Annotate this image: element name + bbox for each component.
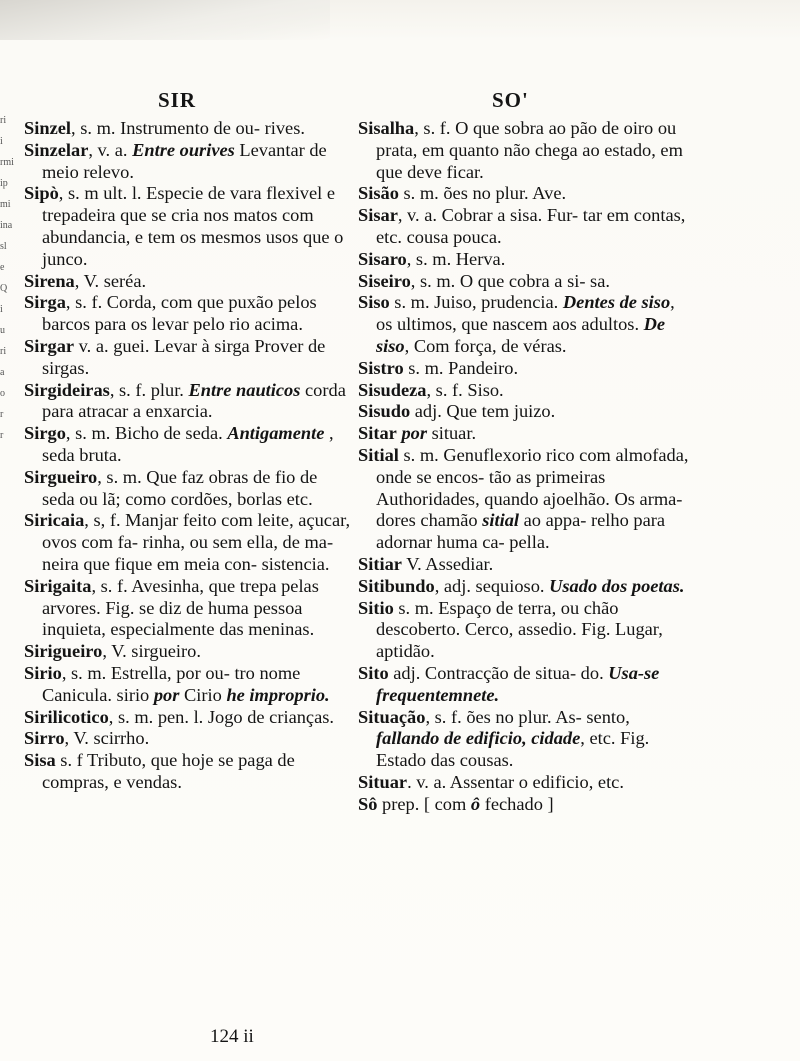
headword: Sisaro: [358, 248, 407, 269]
italic-gloss: Entre ourives: [132, 139, 235, 160]
definition-text: , s. f. ões no plur. As- sento,: [425, 706, 630, 727]
definition-text: adj. Contracção de situa- do.: [388, 662, 609, 683]
headword: Sitial: [358, 444, 399, 465]
dictionary-entry: [24, 183, 354, 270]
headword: Sitibundo: [358, 575, 435, 596]
headword: Sirigaita: [24, 575, 92, 596]
definition-text: , s. f. O que sobra ao pão de oiro ou prata, em quanto não chega ao estado, em que deve ficar.: [376, 118, 683, 182]
headword: Sirro: [24, 728, 65, 749]
definition-text: adj. Que tem juizo.: [410, 401, 556, 422]
italic-gloss: he improprio.: [226, 684, 330, 705]
definition-text: , s. m. Instrumento de ou- rives.: [71, 118, 305, 138]
dictionary-entry: [24, 467, 354, 511]
italic-gloss: ô: [470, 793, 481, 814]
dictionary-entry: [24, 663, 354, 707]
dictionary-entry: [24, 641, 354, 663]
headword: Sisudo: [358, 401, 411, 422]
italic-gloss: Antigamente: [227, 423, 325, 444]
running-head-right: SO': [492, 88, 529, 112]
definition-text: , V. scirrho.: [64, 728, 150, 749]
dictionary-entry: [24, 728, 354, 750]
definition-text: , s. m. O que cobra a si- sa.: [410, 270, 610, 291]
headword: Sisa: [24, 750, 56, 771]
dictionary-entry: [358, 118, 690, 183]
gutter-mark: u: [0, 325, 5, 336]
definition-text: situar.: [427, 423, 477, 444]
headword: Sisalha: [358, 118, 415, 138]
gutter-mark: i: [0, 136, 3, 147]
dictionary-entry: [24, 292, 354, 336]
adjacent-page-gutter: [0, 110, 14, 870]
definition-text: prep. [ com: [377, 793, 471, 814]
dictionary-entry: [358, 663, 690, 707]
gutter-mark: mi: [0, 199, 11, 210]
italic-gloss: sitial: [482, 510, 520, 531]
definition-text: V. Assediar.: [401, 553, 494, 574]
dictionary-entry: [24, 510, 354, 575]
headword: Sirgueiro: [24, 466, 98, 487]
gutter-mark: e: [0, 262, 5, 273]
gutter-mark: ip: [0, 178, 8, 189]
gutter-mark: ina: [0, 220, 13, 231]
headword: Sirigueiro: [24, 641, 103, 662]
definition-text: , s. f. Corda, com que puxão pelos barcos para os levar pelo rio acima.: [42, 292, 317, 335]
dictionary-entry: [358, 445, 690, 554]
definition-text: , seda bruta.: [42, 423, 334, 465]
headword: Sitio: [358, 597, 394, 618]
italic-gloss: Entre nauticos: [188, 379, 301, 400]
headword: Sipò: [24, 183, 59, 204]
dictionary-entry: [358, 205, 690, 249]
headword: Sisudeza: [358, 379, 427, 400]
headword: Sirgar: [24, 335, 75, 356]
definition-text: Cirio: [179, 684, 227, 705]
headword: Sirio: [24, 662, 62, 683]
dictionary-entry: [358, 794, 690, 816]
definition-text: , s. f. Siso.: [426, 379, 504, 400]
definition-text: , V. sirgueiro.: [102, 641, 201, 662]
dictionary-entry: [24, 380, 354, 424]
dictionary-entry: [358, 271, 690, 293]
gutter-mark: rmi: [0, 157, 14, 168]
running-head-left: SIR: [158, 88, 197, 112]
dictionary-entry: [24, 271, 354, 293]
definition-text: s. m. Espaço de terra, ou chão descoberto. Cerco, assedio. Fig. Lugar, aptidão.: [376, 597, 663, 662]
definition-text: Levantar de meio relevo.: [42, 139, 327, 182]
definition-text: , s. m. pen. l. Jogo de crianças.: [108, 706, 335, 727]
gutter-mark: sl: [0, 241, 7, 252]
headword: Siso: [358, 292, 390, 313]
definition-text: s. m. Genuflexorio rico com almofada, onde se encos- tão as primeiras Authoridades, quando ajoelhão. Os arma- dores chamão: [376, 444, 689, 531]
dictionary-entry: [358, 707, 690, 772]
definition-text: . v. a. Assentar o edificio, etc.: [407, 771, 624, 792]
definition-text: fechado ]: [480, 793, 554, 814]
dictionary-entry: [358, 772, 690, 794]
definition-text: , etc. Fig. Estado das cousas.: [376, 728, 650, 771]
dictionary-entry: [358, 576, 690, 598]
dictionary-entry: [358, 358, 690, 380]
right-column: [358, 118, 690, 816]
dictionary-entry: [358, 401, 690, 423]
dictionary-entry: [24, 576, 354, 641]
headword: Sirgideiras: [24, 379, 110, 400]
definition-text: ao appa- relho para adornar huma ca- pella.: [376, 510, 666, 553]
gutter-mark: r: [0, 409, 4, 420]
definition-text: , s. m ult. l. Especie de vara flexivel e trepadeira que se cria nos matos com abundancia, e tem os mesmos usos que o junco.: [42, 183, 344, 269]
definition-text: , s. m. Estrella, por ou- tro nome Canicula. sirio: [42, 662, 301, 705]
gutter-mark: ri: [0, 346, 7, 357]
definition-text: , Com força, de véras.: [404, 335, 567, 356]
definition-text: s. f Tributo, que hoje se paga de compras, e vendas.: [42, 750, 295, 792]
headword: Sinzelar: [24, 139, 89, 160]
definition-text: , s. f. Avesinha, que trepa pelas arvores. Fig. se diz de huma pessoa inquieta, especialmente das meninas.: [42, 575, 319, 640]
definition-text: s. m. ões no plur. Ave.: [398, 183, 567, 204]
definition-text: , s. f. plur.: [109, 379, 189, 400]
headword: Sirgo: [24, 423, 66, 444]
dictionary-entry: [358, 183, 690, 205]
headword: Siricaia: [24, 510, 85, 531]
italic-gloss: fallando de edificio, cidade: [376, 728, 581, 749]
headword: Situação: [358, 706, 426, 727]
gutter-mark: r: [0, 430, 4, 441]
definition-text: s. m. Juiso, prudencia.: [389, 292, 563, 313]
headword: Sistro: [358, 357, 404, 378]
definition-text: , V. seréa.: [74, 270, 147, 291]
dictionary-entry: [24, 707, 354, 729]
headword: Sito: [358, 662, 389, 683]
italic-gloss: por: [153, 684, 180, 705]
dictionary-entry: [24, 118, 354, 140]
dictionary-entry: [358, 380, 690, 402]
headword: Sitar: [358, 423, 397, 444]
page-folio: 124 ii: [210, 1026, 254, 1047]
definition-text: , s. m. Bicho de seda.: [65, 423, 228, 444]
italic-gloss: Dentes de siso: [562, 292, 671, 313]
dictionary-entry: [358, 554, 690, 576]
definition-text: , v. a. Cobrar a sisa. Fur- tar em contas, etc. cousa pouca.: [376, 205, 686, 247]
definition-text: , s, f. Manjar feito com leite, açucar, ovos com fa- rinha, ou sem ella, de ma- neira que fique em meia con- sistencia.: [42, 510, 351, 574]
headword: Siseiro: [358, 270, 411, 291]
definition-text: , adj. sequioso.: [434, 575, 550, 596]
gutter-mark: Q: [0, 283, 8, 294]
left-column: [24, 118, 354, 794]
headword: Sirga: [24, 292, 66, 313]
definition-text: s. m. Pandeiro.: [403, 357, 519, 378]
dictionary-entry: [358, 598, 690, 663]
definition-text: , s. m. Herva.: [406, 248, 506, 269]
dictionary-entry: [24, 423, 354, 467]
italic-gloss: De siso: [376, 314, 666, 356]
gutter-mark: i: [0, 304, 3, 315]
dictionary-entry: [358, 292, 690, 357]
torn-page-edge: [0, 0, 330, 40]
gutter-mark: ri: [0, 115, 7, 126]
dictionary-entry: [24, 750, 354, 794]
headword: Sinzel: [24, 118, 72, 138]
headword: Sô: [358, 793, 378, 814]
dictionary-entry: [358, 249, 690, 271]
definition-text: v. a. guei. Levar à sirga Prover de sirgas.: [42, 335, 326, 378]
italic-gloss: por: [401, 423, 427, 444]
headword: Sirena: [24, 270, 75, 291]
headword: Sisão: [358, 183, 399, 204]
italic-gloss: Usa-se frequentemnete.: [376, 662, 660, 705]
italic-gloss: Usado dos poetas.: [549, 575, 685, 596]
dictionary-entry: [24, 336, 354, 380]
definition-text: , v. a.: [88, 139, 133, 160]
dictionary-entry: [24, 140, 354, 184]
definition-text: , s. m. Que faz obras de fio de seda ou lã; como cordões, borlas etc.: [42, 466, 318, 509]
dictionary-entry: [358, 423, 690, 445]
headword: Sisar: [358, 205, 398, 226]
headword: Sirilicotico: [24, 706, 109, 727]
headword: Situar: [358, 771, 408, 792]
definition-text: , os ultimos, que nascem aos adultos.: [376, 292, 675, 335]
headword: Sitiar: [358, 553, 402, 574]
gutter-mark: o: [0, 388, 5, 399]
definition-text: corda para atracar a enxarcia.: [42, 379, 346, 422]
gutter-mark: a: [0, 367, 5, 378]
